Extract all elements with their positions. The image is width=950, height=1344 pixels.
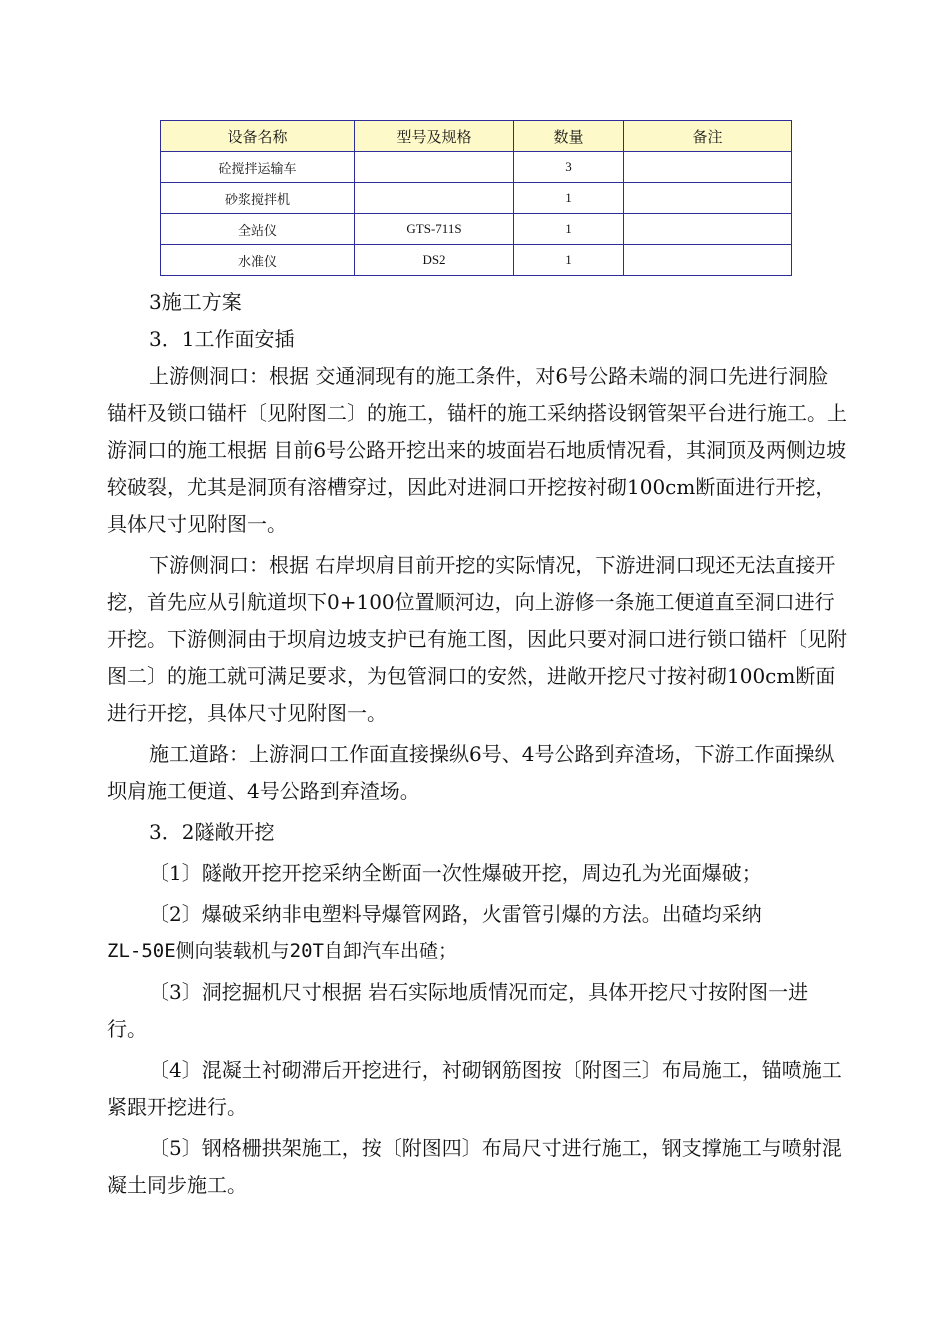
section-heading-3: 3施工方案 bbox=[149, 290, 242, 314]
cell-quantity: 3 bbox=[514, 152, 624, 183]
cell-model bbox=[355, 152, 514, 183]
cell-model bbox=[355, 183, 514, 214]
cell-name: 全站仪 bbox=[161, 214, 355, 245]
header-model-spec: 型号及规格 bbox=[355, 121, 514, 152]
section-heading-3-2: 3．2隧敞开挖 bbox=[149, 820, 275, 844]
equipment-table bbox=[160, 120, 792, 276]
list-item-3: 〔3〕洞挖掘机尺寸根据 岩石实际地质情况而定，具体开挖尺寸按附图一进行。 bbox=[107, 980, 809, 1041]
cell-remarks bbox=[624, 245, 792, 276]
cell-quantity: 1 bbox=[514, 183, 624, 214]
table-row bbox=[161, 214, 792, 245]
cell-quantity: 1 bbox=[514, 245, 624, 276]
table-row bbox=[161, 152, 792, 183]
cell-model: GTS-711S bbox=[355, 214, 514, 245]
header-remarks: 备注 bbox=[624, 121, 792, 152]
cell-remarks bbox=[624, 152, 792, 183]
cell-name: 砂浆搅拌机 bbox=[161, 183, 355, 214]
table-row bbox=[161, 245, 792, 276]
table-row bbox=[161, 183, 792, 214]
table-header-row bbox=[161, 121, 792, 152]
paragraph-construction-road: 施工道路：上游洞口工作面直接操纵6号、4号公路到弃渣场，下游工作面操纵坝肩施工便道、4号公路到弃渣场。 bbox=[107, 742, 835, 803]
paragraph-upstream-portal: 上游侧洞口：根据 交通洞现有的施工条件，对6号公路未端的洞口先进行洞脸锚杆及锁口锚杆〔见附图二〕的施工，锚杆的施工采纳搭设钢管架平台进行施工。上游洞口的施工根据 目前6号公路开挖出来的坡面岩石地质情况看，其洞顶及两侧边坡较破裂，尤其是洞顶有溶槽穿过，因此对进洞口开挖按衬砌100cm断面进行开挖，具体尺寸见附图一。 bbox=[107, 364, 847, 536]
cell-name: 砼搅拌运输车 bbox=[161, 152, 355, 183]
header-quantity: 数量 bbox=[514, 121, 624, 152]
cell-quantity: 1 bbox=[514, 214, 624, 245]
list-item-2: 〔2〕爆破采纳非电塑料导爆管网路，火雷管引爆的方法。出碴均采纳 bbox=[149, 902, 762, 926]
paragraph-downstream-portal: 下游侧洞口：根据 右岸坝肩目前开挖的实际情况，下游进洞口现还无法直接开挖，首先应从引航道坝下0+100位置顺河边，向上游修一条施工便道直至洞口进行开挖。下游侧洞由于坝肩边坡支护已有施工图，因此只要对洞口进行锁口锚杆〔见附图二〕的施工就可满足要求，为包管洞口的安然，进敞开挖尺寸按衬砌100cm断面进行开挖，具体尺寸见附图一。 bbox=[107, 553, 847, 725]
list-item-5: 〔5〕钢格栅拱架施工，按〔附图四〕布局尺寸进行施工，钢支撑施工与喷射混凝土同步施工。 bbox=[107, 1136, 842, 1197]
body-text bbox=[107, 284, 847, 1204]
cell-remarks bbox=[624, 183, 792, 214]
section-heading-3-1: 3．1工作面安插 bbox=[149, 327, 295, 351]
header-equipment-name: 设备名称 bbox=[161, 121, 355, 152]
cell-model: DS2 bbox=[355, 245, 514, 276]
cell-name: 水准仪 bbox=[161, 245, 355, 276]
cell-remarks bbox=[624, 214, 792, 245]
list-item-2-continuation: ZL-50E侧向装载机与20T自卸汽车出碴； bbox=[107, 940, 457, 962]
list-item-4: 〔4〕混凝土衬砌滞后开挖进行，衬砌钢筋图按〔附图三〕布局施工，锚喷施工紧跟开挖进行。 bbox=[107, 1058, 842, 1119]
list-item-1: 〔1〕隧敞开挖开挖采纳全断面一次性爆破开挖，周边孔为光面爆破； bbox=[149, 861, 762, 885]
